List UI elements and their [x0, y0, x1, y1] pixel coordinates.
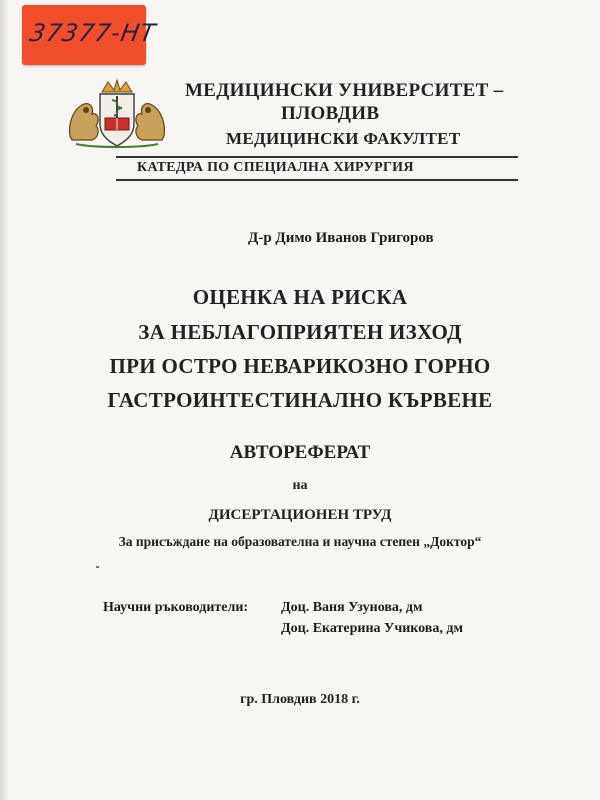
- university-emblem-icon: [64, 78, 170, 150]
- university-name: МЕДИЦИНСКИ УНИВЕРСИТЕТ –: [185, 80, 504, 101]
- supervisor-name: Доц. Екатерина Учикова, дм: [281, 621, 463, 636]
- place-and-year: гр. Пловдив 2018 г.: [240, 692, 360, 707]
- faculty-name: МЕДИЦИНСКИ ФАКУЛТЕТ: [226, 129, 461, 148]
- scan-speck: [96, 566, 99, 568]
- university-city: ПЛОВДИВ: [281, 103, 380, 124]
- document-type-abstract: АВТОРЕФЕРАТ: [229, 442, 371, 463]
- divider-top: [116, 156, 518, 158]
- degree-statement: За присъждане на образователна и научна степен „Доктор“: [118, 534, 482, 549]
- department-name: КАТЕДРА ПО СПЕЦИАЛНА ХИРУРГИЯ: [137, 160, 414, 175]
- author-name: Д-р Димо Иванов Григоров: [248, 230, 434, 246]
- document-type-of: на: [292, 478, 308, 493]
- title-line-1: ОЦЕНКА НА РИСКА: [192, 285, 408, 309]
- title-line-2: ЗА НЕБЛАГОПРИЯТЕН ИЗХОД: [138, 320, 462, 344]
- divider-bottom: [116, 179, 518, 181]
- supervisors-label: Научни ръководители:: [103, 600, 249, 615]
- document-type-dissertation: ДИСЕРТАЦИОНЕН ТРУД: [208, 507, 392, 523]
- supervisor-name: Доц. Ваня Узунова, дм: [281, 600, 423, 615]
- inventory-number: 37377-НТ: [27, 19, 159, 47]
- title-line-4: ГАСТРОИНТЕСТИНАЛНО КЪРВЕНЕ: [107, 388, 493, 412]
- title-line-3: ПРИ ОСТРО НЕВАРИКОЗНО ГОРНО: [109, 354, 491, 378]
- inventory-sticker: [22, 5, 159, 65]
